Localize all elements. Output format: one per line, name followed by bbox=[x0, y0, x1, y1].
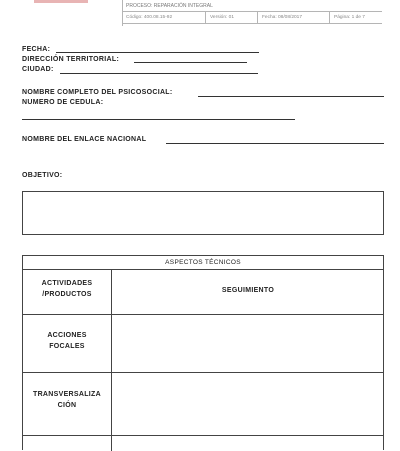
row-label-transversalizacion: TRANSVERSALIZA CIÓN bbox=[33, 391, 101, 409]
seguimiento-header: SEGUIMIENTO bbox=[221, 287, 275, 294]
enlace-input-line[interactable] bbox=[166, 143, 384, 144]
document-header bbox=[22, 0, 382, 26]
objetivo-textbox[interactable] bbox=[22, 191, 384, 235]
row-label-acciones: ACCIONES FOCALES bbox=[47, 332, 87, 350]
logo-mark bbox=[34, 0, 88, 3]
page-label: Página: 1 de 7 bbox=[330, 12, 382, 24]
version-label: Versión: 01 bbox=[206, 12, 258, 24]
ciudad-input-line[interactable] bbox=[60, 73, 258, 74]
aspectos-tecnicos-table bbox=[22, 255, 384, 450]
nombre-psicosocial-input-line[interactable] bbox=[198, 96, 384, 97]
cedula-input-line[interactable] bbox=[22, 119, 295, 120]
logo-cell bbox=[22, 0, 123, 26]
nombre-psicosocial-label: NOMBRE COMPLETO DEL PSICOSOCIAL: bbox=[22, 89, 173, 96]
date-label: Fecha: 08/08/2017 bbox=[258, 12, 330, 24]
cedula-label: NUMERO DE CEDULA: bbox=[22, 99, 104, 106]
objetivo-label: OBJETIVO: bbox=[22, 172, 63, 179]
ciudad-label: CIUDAD: bbox=[22, 66, 54, 73]
code-label: Código: 400.08.15-92 bbox=[122, 12, 206, 24]
process-label: PROCESO: REPARACIÓN INTEGRAL bbox=[122, 0, 382, 12]
row-label-actividades: ACTIVIDADES /PRODUCTOS bbox=[41, 280, 93, 298]
seguimiento-cell-acciones[interactable] bbox=[112, 315, 384, 372]
table-title: ASPECTOS TÉCNICOS bbox=[23, 256, 383, 270]
seguimiento-cell-transversalizacion[interactable] bbox=[112, 373, 384, 434]
enlace-label: NOMBRE DEL ENLACE NACIONAL bbox=[22, 136, 147, 143]
direccion-label: DIRECCIÓN TERRITORIAL: bbox=[22, 56, 120, 63]
row-divider bbox=[23, 435, 383, 436]
fecha-label: FECHA: bbox=[22, 46, 51, 53]
direccion-input-line[interactable] bbox=[134, 62, 247, 63]
fecha-input-line[interactable] bbox=[56, 52, 259, 53]
